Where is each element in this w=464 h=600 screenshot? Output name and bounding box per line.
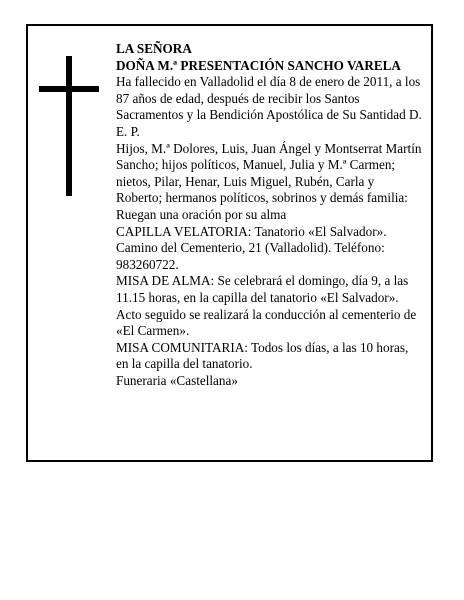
title-line: LA SEÑORA bbox=[116, 41, 192, 56]
paragraph-chapel: CAPILLA VELATORIA: Tanatorio «El Salvador». Camino del Cementerio, 21 (Valladolid). Teléfono: 983260722. bbox=[116, 223, 387, 272]
paragraph-funeral-home: Funeraria «Castellana» bbox=[116, 372, 238, 388]
obituary-notice bbox=[26, 24, 433, 462]
paragraph-family: Hijos, M.ª Dolores, Luis, Juan Ángel y Montserrat Martín Sancho; hijos políticos, Manuel, Julia y M.ª Carmen; nietos, Pilar, Henar, Luis Miguel, Rubén, Carla y Roberto; hermanos políticos, sobrinos y demás familia: bbox=[116, 140, 422, 206]
deceased-name: DOÑA M.ª PRESENTACIÓN SANCHO VARELA bbox=[116, 57, 401, 73]
paragraph-mass: MISA DE ALMA: Se celebrará el domingo, día 9, a las 11.15 horas, en la capilla del tanatorio «El Salvador». Acto seguido se realizará la conducción al cementerio de «El Carmen». bbox=[116, 273, 417, 339]
paragraph-prayer: Ruegan una oración por su alma bbox=[116, 206, 287, 222]
paragraph-community-mass: MISA COMUNITARIA: Todos los días, a las 10 horas, en la capilla del tanatorio. bbox=[116, 339, 409, 372]
notice-text bbox=[116, 41, 422, 389]
paragraph-death-announcement: Ha fallecido en Valladolid el día 8 de enero de 2011, a los 87 años de edad, después de recibir los Santos Sacramentos y la Bendición Apostólica de Su Santidad D. E. P. bbox=[116, 74, 422, 139]
